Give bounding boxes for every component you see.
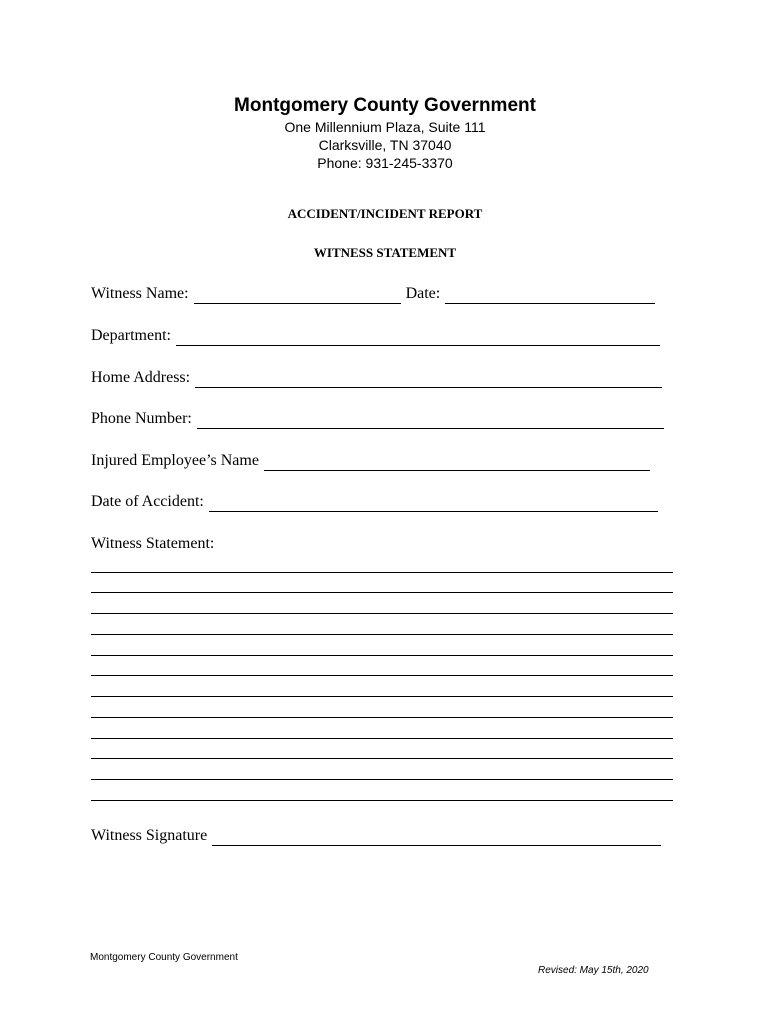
witness-statement-label: Witness Statement: — [91, 535, 215, 552]
statement-line[interactable] — [91, 634, 673, 635]
footer-organization: Montgomery County Government — [90, 952, 238, 963]
statement-line[interactable] — [91, 779, 673, 780]
witness-name-label: Witness Name: — [91, 285, 189, 302]
home-address-label: Home Address: — [91, 369, 191, 386]
date-field[interactable] — [445, 289, 655, 304]
witness-name-row — [91, 284, 655, 304]
letterhead — [0, 94, 770, 172]
home-address-field[interactable] — [195, 373, 662, 388]
address-line-2: Clarksville, TN 37040 — [318, 137, 452, 153]
home-address-row — [91, 368, 662, 388]
organization-name: Montgomery County Government — [234, 95, 536, 116]
statement-line[interactable] — [91, 717, 673, 718]
statement-line[interactable] — [91, 572, 673, 573]
statement-line[interactable] — [91, 675, 673, 676]
statement-line[interactable] — [91, 696, 673, 697]
injured-employee-row — [91, 451, 650, 471]
witness-signature-row — [91, 826, 661, 846]
statement-line[interactable] — [91, 758, 673, 759]
injured-employee-field[interactable] — [264, 456, 650, 471]
department-field[interactable] — [176, 331, 660, 346]
witness-signature-label: Witness Signature — [91, 827, 208, 844]
statement-line[interactable] — [91, 738, 673, 739]
report-subtitle: WITNESS STATEMENT — [313, 245, 457, 260]
statement-line[interactable] — [91, 655, 673, 656]
department-row — [91, 326, 660, 346]
injured-employee-label: Injured Employee’s Name — [91, 452, 259, 469]
statement-line[interactable] — [91, 800, 673, 801]
witness-name-field[interactable] — [194, 289, 401, 304]
phone-number-row — [91, 409, 664, 429]
phone-line: Phone: 931-245-3370 — [317, 155, 453, 171]
witness-statement-row — [91, 534, 214, 554]
revision-date: Revised: May 15th, 2020 — [538, 965, 649, 976]
report-title: ACCIDENT/INCIDENT REPORT — [287, 206, 483, 221]
phone-number-label: Phone Number: — [91, 410, 192, 427]
date-of-accident-field[interactable] — [209, 497, 658, 512]
statement-line[interactable] — [91, 592, 673, 593]
witness-signature-field[interactable] — [212, 831, 661, 846]
statement-line[interactable] — [91, 613, 673, 614]
date-of-accident-row — [91, 492, 658, 512]
date-label: Date: — [405, 285, 441, 302]
phone-number-field[interactable] — [197, 414, 664, 429]
address-line-1: One Millennium Plaza, Suite 111 — [284, 119, 486, 135]
date-of-accident-label: Date of Accident: — [91, 493, 204, 510]
department-label: Department: — [91, 327, 171, 344]
